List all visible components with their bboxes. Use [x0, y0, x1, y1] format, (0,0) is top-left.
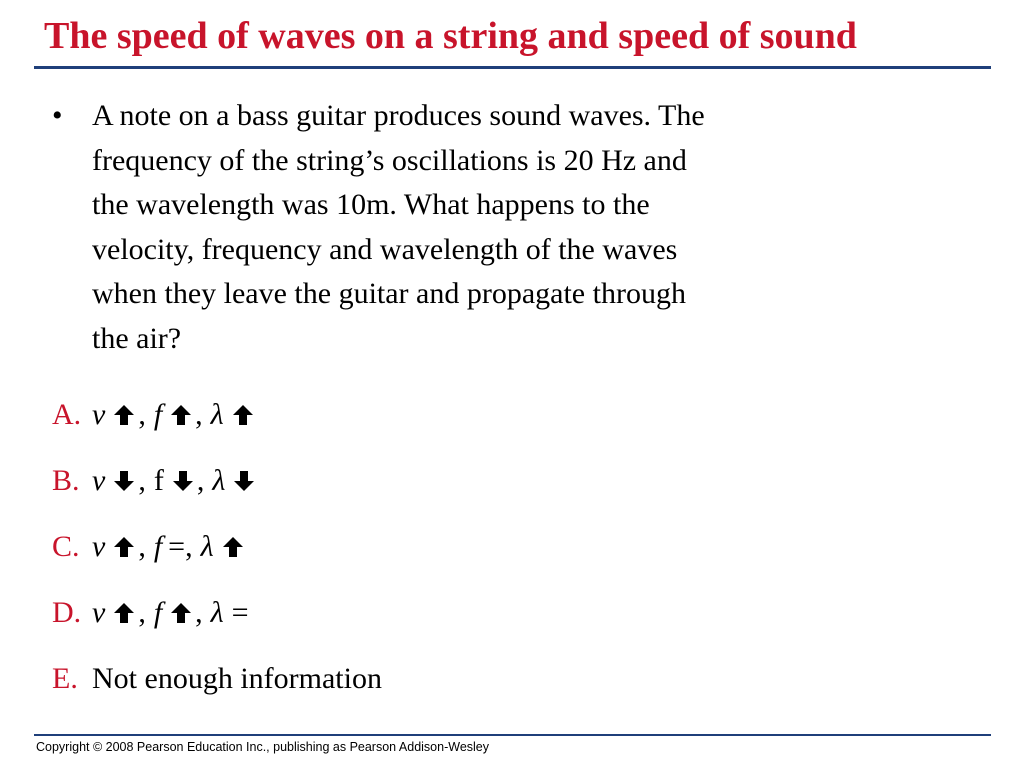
- velocity-symbol: v: [92, 596, 106, 629]
- equals-sign: =: [231, 596, 249, 629]
- velocity-symbol: v: [92, 398, 106, 431]
- option-b: [52, 448, 382, 514]
- footer-divider: [34, 734, 991, 736]
- question-line-5: when they leave the guitar and propagate through: [92, 277, 686, 310]
- answer-options: [52, 382, 382, 712]
- bullet-marker: •: [52, 99, 63, 132]
- option-letter: E.: [52, 662, 78, 695]
- frequency-symbol: f: [153, 530, 163, 563]
- velocity-symbol: v: [92, 464, 106, 497]
- wavelength-symbol: λ: [210, 596, 224, 629]
- question-bullet: [52, 94, 872, 361]
- option-e: [52, 646, 382, 712]
- comma: ,: [138, 596, 146, 629]
- arrow-up-icon: [113, 536, 135, 558]
- frequency-symbol: f: [153, 596, 163, 629]
- frequency-symbol: f: [153, 398, 163, 431]
- title-divider: [34, 66, 991, 69]
- equals-comma: =,: [168, 530, 193, 563]
- question-line-1: A note on a bass guitar produces sound waves. The: [92, 99, 705, 132]
- option-d: [52, 580, 382, 646]
- option-c: [52, 514, 382, 580]
- comma: ,: [138, 464, 146, 497]
- option-letter: D.: [52, 596, 82, 629]
- arrow-up-icon: [222, 536, 244, 558]
- question-line-3: the wavelength was 10m. What happens to the: [92, 188, 650, 221]
- option-letter: A.: [52, 398, 82, 431]
- comma: ,: [195, 398, 203, 431]
- comma: ,: [195, 596, 203, 629]
- slide-title: The speed of waves on a string and speed of sound: [44, 15, 857, 57]
- arrow-down-icon: [172, 470, 194, 492]
- option-text: Not enough information: [92, 662, 382, 695]
- wavelength-symbol: λ: [210, 398, 224, 431]
- wavelength-symbol: λ: [200, 530, 214, 563]
- arrow-up-icon: [113, 602, 135, 624]
- arrow-down-icon: [113, 470, 135, 492]
- arrow-up-icon: [170, 602, 192, 624]
- comma: ,: [138, 530, 146, 563]
- question-line-6: the air?: [92, 321, 182, 355]
- arrow-up-icon: [232, 404, 254, 426]
- frequency-symbol: f: [153, 464, 164, 497]
- arrow-up-icon: [113, 404, 135, 426]
- comma: ,: [196, 464, 205, 497]
- question-line-2: frequency of the string’s oscillations is 20 Hz and: [92, 143, 687, 177]
- wavelength-symbol: λ: [212, 464, 226, 497]
- comma: ,: [138, 398, 146, 431]
- copyright-text: Copyright © 2008 Pearson Education Inc., publishing as Pearson Addison-Wesley: [36, 740, 489, 754]
- velocity-symbol: v: [92, 530, 106, 563]
- option-letter: C.: [52, 530, 80, 563]
- arrow-down-icon: [233, 470, 255, 492]
- question-line-4: velocity, frequency and wavelength of the waves: [92, 232, 678, 266]
- option-letter: B.: [52, 464, 80, 497]
- arrow-up-icon: [170, 404, 192, 426]
- option-a: [52, 382, 382, 448]
